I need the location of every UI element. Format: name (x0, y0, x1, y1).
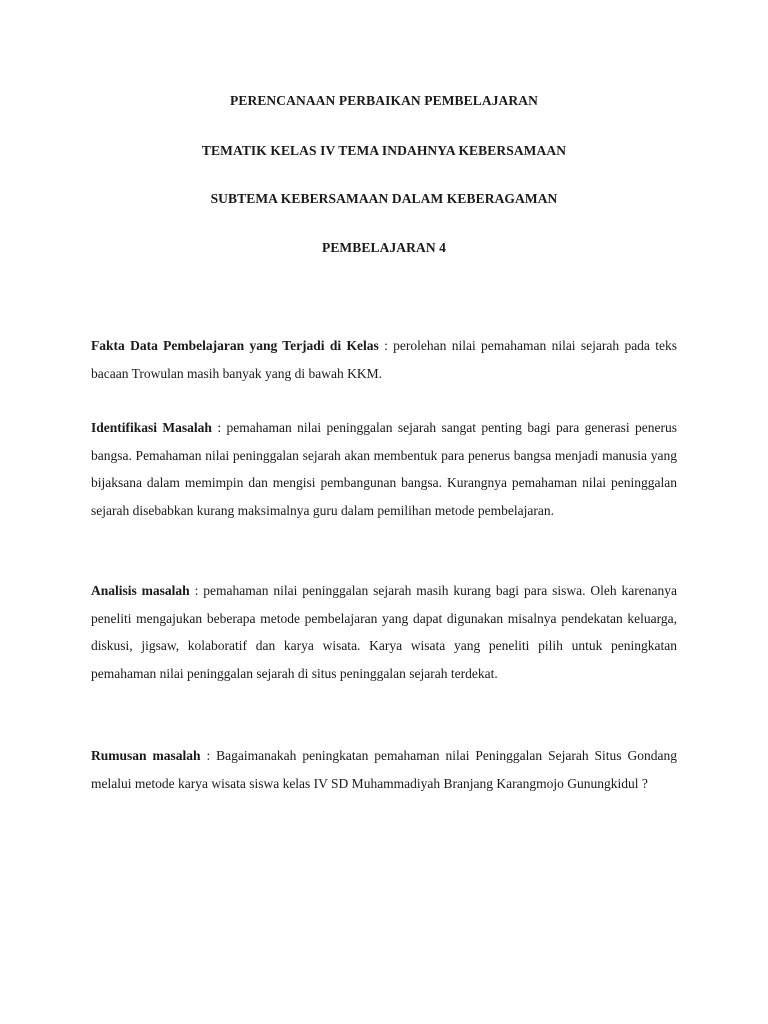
section-analisis (91, 577, 677, 687)
document-subtitle-subtheme: SUBTEMA KEBERSAMAAN DALAM KEBERAGAMAN (210, 191, 558, 206)
section-fakta-text: : perolehan nilai pemahaman nilai sejarah pada teks bacaan Trowulan masih banyak yang di bawah KKM. (91, 338, 678, 381)
document-subtitle-theme: TEMATIK KELAS IV TEMA INDAHNYA KEBERSAMAAN (201, 143, 567, 158)
section-fakta (91, 332, 677, 387)
section-analisis-text: : pemahaman nilai peninggalan sejarah masih kurang bagi para siswa. Oleh karenanya peneliti mengajukan beberapa metode pembelajaran yang dapat digunakan misalnya pendekatan keluarga, diskusi, jigsaw, kolaboratif dan karya wisata. Karya wisata yang peneliti pilih untuk peningkatan pemahaman nilai peninggalan sejarah di situs peninggalan sejarah terdekat. (91, 583, 677, 681)
section-rumusan (91, 742, 677, 797)
section-fakta-label: Fakta Data Pembelajaran yang Terjadi di Kelas (91, 338, 379, 353)
section-analisis-label: Analisis masalah (91, 583, 190, 598)
document-title: PERENCANAAN PERBAIKAN PEMBELAJARAN (230, 93, 538, 108)
section-identifikasi-text: : pemahaman nilai peninggalan sejarah sangat penting bagi para generasi penerus bangsa. Pemahaman nilai peninggalan sejarah akan membentuk para penerus bangsa menjadi manusia yang bijaksana dalam memimpin dan mengisi pembangunan bangsa. Kurangnya pemahaman nilai peninggalan sejarah disebabkan kurang maksimalnya guru dalam pemilihan metode pembelajaran. (91, 420, 677, 518)
section-identifikasi (91, 414, 677, 524)
section-identifikasi-label: Identifikasi Masalah (91, 420, 212, 435)
section-rumusan-text: : Bagaimanakah peningkatan pemahaman nilai Peninggalan Sejarah Situs Gondang melalui metode karya wisata siswa kelas IV SD Muhammadiyah Branjang Karangmojo Gunungkidul ? (91, 748, 677, 791)
section-rumusan-label: Rumusan masalah (91, 748, 201, 763)
document-subtitle-lesson: PEMBELAJARAN 4 (321, 240, 447, 255)
